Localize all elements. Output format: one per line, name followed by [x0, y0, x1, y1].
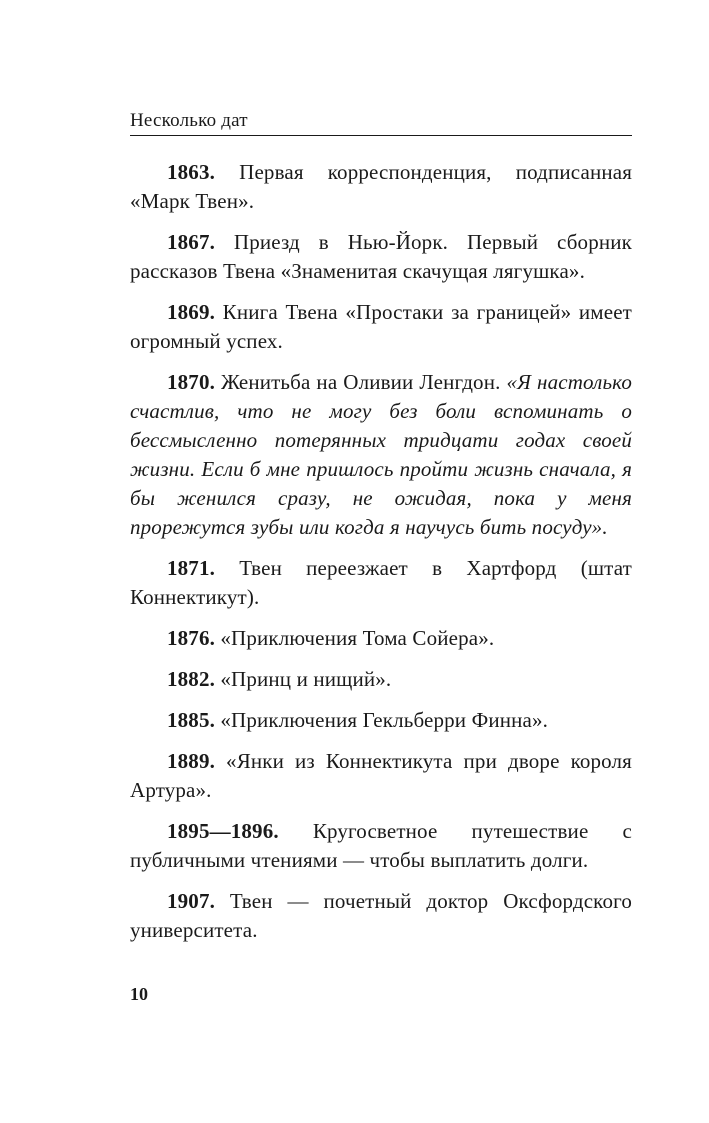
- entry-text: Первая корреспонденция, подписанная «Марк Твен».: [130, 160, 632, 213]
- entry-text: «Принц и нищий».: [215, 667, 392, 691]
- entry-text: «Янки из Коннектикута при дворе короля Артура».: [130, 749, 632, 802]
- entry-year: 1869.: [167, 300, 215, 324]
- entry-year: 1876.: [167, 626, 215, 650]
- chronology-entry-1876: [130, 624, 632, 653]
- chronology-entry-1871: [130, 554, 632, 612]
- entry-year: 1907.: [167, 889, 215, 913]
- running-head: Несколько дат: [130, 110, 248, 131]
- entry-text: «Приключения Гекльберри Финна».: [215, 708, 549, 732]
- header-rule: [130, 135, 632, 136]
- entry-year: 1863.: [167, 160, 215, 184]
- entry-text: Книга Твена «Простаки за границей» имеет огромный успех.: [130, 300, 632, 353]
- entry-text: Твен переезжает в Хартфорд (штат Коннектикут).: [130, 556, 632, 609]
- chronology-entry-1907: [130, 887, 632, 945]
- entry-text: Кругосветное путешествие с публичными чтениями — чтобы выплатить долги.: [130, 819, 632, 872]
- chronology-entry-1870: [130, 368, 632, 542]
- chronology-entry-1885: [130, 706, 632, 735]
- chronology-entry-1895-1896: [130, 817, 632, 875]
- entry-year: 1895—1896.: [167, 819, 279, 843]
- book-page: [130, 0, 632, 1123]
- entry-year: 1889.: [167, 749, 215, 773]
- chronology-entry-1867: [130, 228, 632, 286]
- entry-text: Приезд в Нью-Йорк. Первый сборник рассказов Твена «Знаменитая скачущая лягушка».: [130, 230, 632, 283]
- entry-text: Твен — почетный доктор Оксфордского университета.: [130, 889, 632, 942]
- entry-year: 1867.: [167, 230, 215, 254]
- entry-year: 1870.: [167, 370, 215, 394]
- chronology-entry-1863: [130, 158, 632, 216]
- entry-text: Женитьба на Оливии Ленгдон.: [215, 370, 507, 394]
- chronology-entry-1869: [130, 298, 632, 356]
- chronology-entry-1889: [130, 747, 632, 805]
- page-number: 10: [130, 984, 148, 1004]
- entry-text: «Приключения Тома Сойера».: [215, 626, 495, 650]
- entry-year: 1885.: [167, 708, 215, 732]
- entry-year: 1871.: [167, 556, 215, 580]
- chronology-entry-1882: [130, 665, 632, 694]
- entry-quote: «Я настолько счастлив, что не могу без боли вспоминать о бессмысленно потерянных тридцати годах своей жизни. Если б мне пришлось пройти жизнь сначала, я бы женился сразу, не ожидая, пока у меня прорежутся зубы или когда я научусь бить посуду».: [130, 370, 632, 539]
- entry-year: 1882.: [167, 667, 215, 691]
- chronology-list: [130, 158, 632, 957]
